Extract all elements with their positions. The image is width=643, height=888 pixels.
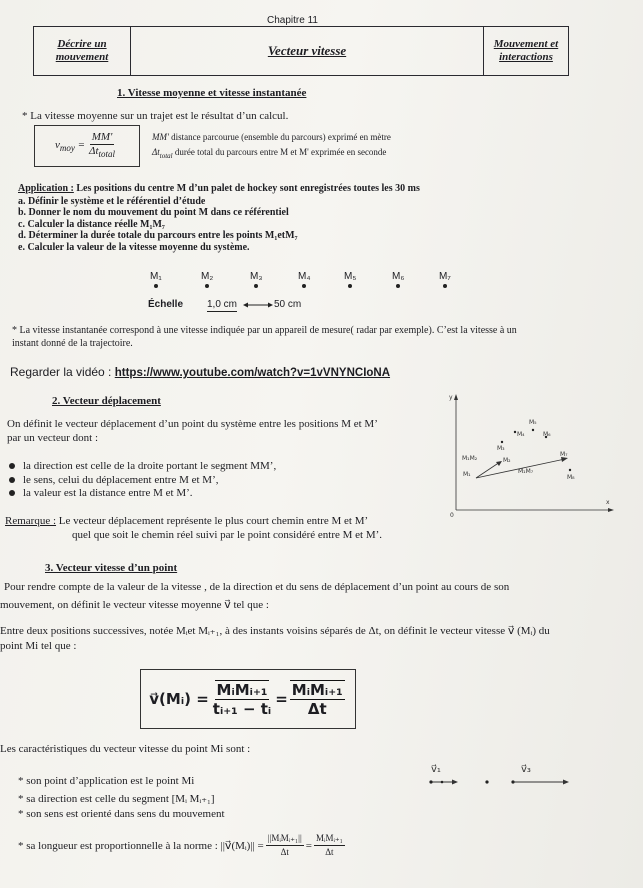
scale-double-arrow: [243, 301, 273, 309]
header-title: Vecteur vitesse: [267, 43, 347, 58]
f2-numerator: MᵢMᵢ₊₁: [291, 681, 343, 699]
norm-f2-den: Δt: [325, 847, 334, 857]
origin-label: 0: [450, 512, 454, 519]
f1-denominator: tᵢ₊₁ − tᵢ: [212, 700, 272, 718]
point-m3-label: M₃: [250, 271, 263, 282]
x-axis-arrowhead: [608, 508, 614, 512]
point-m5-label: M₅: [344, 271, 357, 282]
point-m3-dot: [254, 284, 258, 288]
vmoy-formula-box: $v_{moy}$ = $\frac{MM'}{\Delta t_{total}}$: [34, 125, 140, 167]
vector-m1m2-head: [496, 461, 502, 466]
m3-label: M₃: [497, 445, 505, 452]
vmoy-denominator: Δt: [89, 144, 99, 157]
m2-label: M₂: [503, 457, 511, 464]
m1m2-vector-label: M₁M₂: [462, 455, 478, 462]
m7-label: M₇: [560, 451, 568, 458]
sec2-bullet-3: [9, 487, 276, 501]
def2-symbol: Δt: [152, 147, 160, 157]
sec3-para-1: Pour rendre compte de la valeur de la vitesse , de la direction et du sens de déplacement d’un point au cours de son: [4, 581, 510, 593]
header-table: [33, 26, 569, 76]
velocity-formula-box: [140, 669, 356, 729]
header-right-cell: Mouvement et interactions: [483, 27, 568, 75]
m4-label: M₄: [517, 431, 525, 438]
bullet-dot: [9, 477, 15, 483]
instant-text-1: * La vitesse instantanée correspond à une vitesse indiquée par un appareil de mesure( radar par exemple). C’est la vitesse à un: [12, 325, 517, 336]
point-m6: [392, 271, 404, 288]
sec3-para-3: Entre deux positions successives, notée Mᵢet Mᵢ₊₁, à des instants voisins séparés de Δt, on définit le vecteur vitesse v⃗ (Mᵢ) du: [0, 625, 550, 637]
point-m7-label: M₇: [439, 271, 451, 282]
formula-lhs: v⃗(Mᵢ) =: [149, 690, 209, 708]
definition-2: [152, 147, 386, 160]
m1-dot: [429, 780, 432, 783]
remark-label: Remarque :: [5, 515, 57, 527]
vmoy-symbol: v: [54, 138, 60, 151]
question-d: d. Déterminer la durée totale du parcours entre les points M₁etM₇: [18, 230, 298, 242]
bullet-dot: [9, 490, 15, 496]
norm-fraction-1: [266, 832, 304, 859]
sec3-para-4: point Mi tel que :: [0, 640, 77, 652]
bullet-1-text: la direction est celle de la droite portant le segment MM’,: [23, 460, 277, 472]
vmoy-sub: moy: [59, 143, 75, 154]
def1-text: distance parcourue (ensemble du parcours) exprimé en mètre: [171, 132, 391, 142]
v3-label: v⃗₃: [521, 764, 531, 775]
question-e: e. Calculer la valeur de la vitesse moyenne du système.: [18, 241, 250, 253]
v1-label: v⃗₁: [431, 764, 441, 775]
scale-real: 50 cm: [274, 299, 302, 310]
question-a: a. Définir le système et le référentiel d’étude: [18, 196, 206, 207]
vmoy-fraction: [87, 131, 117, 161]
characteristics-intro: Les caractéristiques du vecteur vitesse du point Mi sont :: [0, 743, 251, 755]
m1m7-vector-label: M₁M₇: [518, 468, 534, 475]
m8-label: M₈: [567, 474, 575, 481]
point-m7-dot: [443, 284, 447, 288]
m5-dot: [532, 429, 534, 431]
point-m6-dot: [396, 284, 400, 288]
section-2-title: 2. Vecteur déplacement: [52, 395, 161, 407]
norm-f1-den: Δt: [280, 847, 289, 857]
y-axis-arrowhead: [454, 394, 458, 400]
vmoy-den-sub: total: [98, 149, 116, 160]
remark-text-2: quel que soit le chemin réel suivi par le point considéré entre M et M’.: [72, 529, 383, 541]
norm-f1-num: ||MᵢMᵢ₊₁||: [266, 832, 304, 846]
char-1: * son point d’application est le point Mi: [18, 775, 195, 787]
vmoy-numerator: MM': [91, 130, 113, 143]
formula-fraction-2: [290, 680, 345, 718]
bullet-3-text: la valeur est la distance entre M et M’.: [23, 487, 193, 499]
point-m1-label: M₁: [150, 271, 162, 282]
video-line: [10, 365, 390, 379]
sec2-para-1: On définit le vecteur déplacement d’un point du système entre les positions M et M’: [7, 418, 378, 430]
m2-dot: [485, 780, 488, 783]
m1-label: M₁: [463, 471, 471, 478]
application-text: Les positions du centre M d’un palet de hockey sont enregistrées toutes les 30 ms: [76, 183, 420, 194]
remark-text-1: Le vecteur déplacement représente le plus court chemin entre M et M’: [56, 515, 369, 527]
video-label: Regarder la vidéo :: [10, 365, 115, 379]
point-m6-label: M₆: [392, 271, 405, 282]
application-line: [18, 183, 420, 194]
char-2: * sa direction est celle du segment [Mᵢ Mᵢ₊₁]: [18, 793, 215, 805]
norm-fraction-2: [314, 832, 345, 859]
remark-line: [5, 515, 368, 527]
section-3-title: 3. Vecteur vitesse d’un point: [45, 562, 178, 574]
point-m2-label: M₂: [201, 271, 214, 282]
point-m5-dot: [348, 284, 352, 288]
question-b: b. Donner le nom du mouvement du point M dans ce référentiel: [18, 207, 289, 219]
norm-f2-num: MᵢMᵢ₊₁: [314, 832, 345, 846]
def1-symbol: MM': [152, 132, 169, 142]
f2-denominator: Δt: [307, 700, 327, 718]
instant-text-2: instant donné de la trajectoire.: [12, 338, 133, 349]
sec2-bullet-2: [9, 474, 276, 488]
char-4-text: * sa longueur est proportionnelle à la norme : ||v⃗(Mᵢ)|| =: [18, 840, 264, 852]
def2-text: durée total du parcours entre M et M' exprimée en seconde: [174, 147, 387, 157]
v3-arrowhead: [563, 780, 569, 785]
char-3: * son sens est orienté dans sens du mouvement: [18, 808, 225, 820]
char-4: [18, 832, 347, 859]
velocity-vectors-diagram: [425, 760, 575, 790]
scale-length: 1,0 cm: [207, 299, 238, 310]
scale-label: Échelle: [148, 299, 184, 310]
point-m2: [201, 271, 213, 288]
section-1-title: 1. Vitesse moyenne et vitesse instantanée: [117, 87, 307, 99]
x-axis-label: x: [606, 499, 610, 506]
video-link[interactable]: https://www.youtube.com/watch?v=1vVNYNCIoNA: [114, 367, 391, 379]
point-m7: [439, 271, 451, 288]
m5-label: M₅: [529, 419, 537, 426]
sec2-para-2: par un vecteur dont :: [7, 432, 99, 444]
application-label: Application :: [18, 183, 74, 194]
chapter-label: Chapitre 11: [267, 15, 318, 26]
point-m4-dot: [302, 284, 306, 288]
formula-fraction-1: [211, 680, 273, 718]
intro-text: * La vitesse moyenne sur un trajet est le résultat d’un calcul.: [22, 110, 289, 122]
m4-dot: [514, 431, 516, 433]
formula-equals: =: [275, 690, 288, 708]
displacement-diagram: [440, 390, 620, 520]
m6-label: M₆: [543, 431, 551, 438]
sec2-bullets: [9, 460, 276, 501]
question-c: c. Calculer la distance réelle M₁M₇: [18, 218, 165, 230]
sec3-para-2: mouvement, on définit le vecteur vitesse moyenne v⃗ tel que :: [0, 599, 269, 611]
point-m1-dot: [154, 284, 158, 288]
bullet-dot: [9, 463, 15, 469]
definition-1: [152, 132, 391, 142]
point-m3: [250, 271, 262, 288]
header-left-cell: Décrire un mouvement: [34, 27, 131, 75]
m3-dot: [501, 441, 503, 443]
norm-equals: =: [305, 839, 312, 852]
m8-dot: [569, 469, 571, 471]
bullet-2-text: le sens, celui du déplacement entre M et M’,: [23, 473, 219, 486]
m1-tick-dot: [441, 781, 444, 784]
question-list: [18, 196, 298, 253]
point-m2-dot: [205, 284, 209, 288]
v1-arrowhead: [452, 780, 458, 785]
f1-numerator: MᵢMᵢ₊₁: [216, 681, 268, 699]
def2-sub: total: [159, 151, 173, 160]
point-m5: [344, 271, 356, 288]
y-axis-label: y: [449, 394, 453, 401]
point-m1: [150, 271, 162, 288]
point-m4: [298, 271, 310, 288]
point-m4-label: M₄: [298, 271, 311, 282]
sec2-bullet-1: [9, 460, 276, 474]
